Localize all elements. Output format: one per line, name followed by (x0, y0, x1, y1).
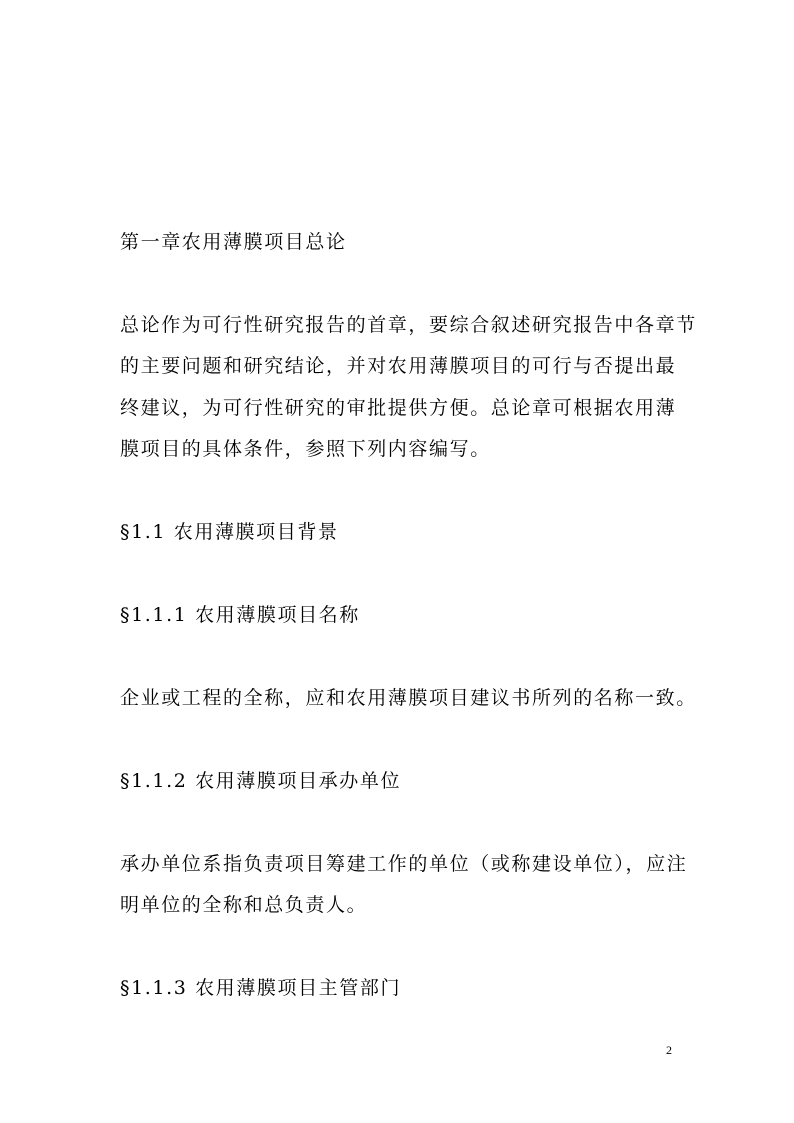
section-heading-1-1: §1.1 农用薄膜项目背景 (120, 521, 339, 543)
section-1-1-1-body: 企业或工程的全称，应和农用薄膜项目建议书所列的名称一致。 (120, 687, 697, 709)
intro-line-3: 终建议，为可行性研究的审批提供方便。总论章可根据农用薄 (120, 397, 677, 419)
intro-line-1: 总论作为可行性研究报告的首章，要综合叙述研究报告中各章节 (120, 314, 697, 336)
section-1-1-2-body-line-2: 明单位的全称和总负责人。 (120, 894, 368, 916)
intro-line-4: 膜项目的具体条件，参照下列内容编写。 (120, 438, 491, 460)
intro-line-2: 的主要问题和研究结论，并对农用薄膜项目的可行与否提出最 (120, 355, 677, 377)
page-number: 2 (666, 1043, 672, 1057)
section-1-1-2-body-line-1: 承办单位系指负责项目筹建工作的单位（或称建设单位），应注 (120, 853, 688, 875)
section-heading-1-1-1: §1.1.1 农用薄膜项目名称 (120, 604, 360, 626)
section-heading-1-1-2: §1.1.2 农用薄膜项目承办单位 (120, 770, 402, 792)
section-heading-1-1-3: §1.1.3 农用薄膜项目主管部门 (120, 977, 402, 999)
chapter-title: 第一章农用薄膜项目总论 (120, 231, 347, 253)
